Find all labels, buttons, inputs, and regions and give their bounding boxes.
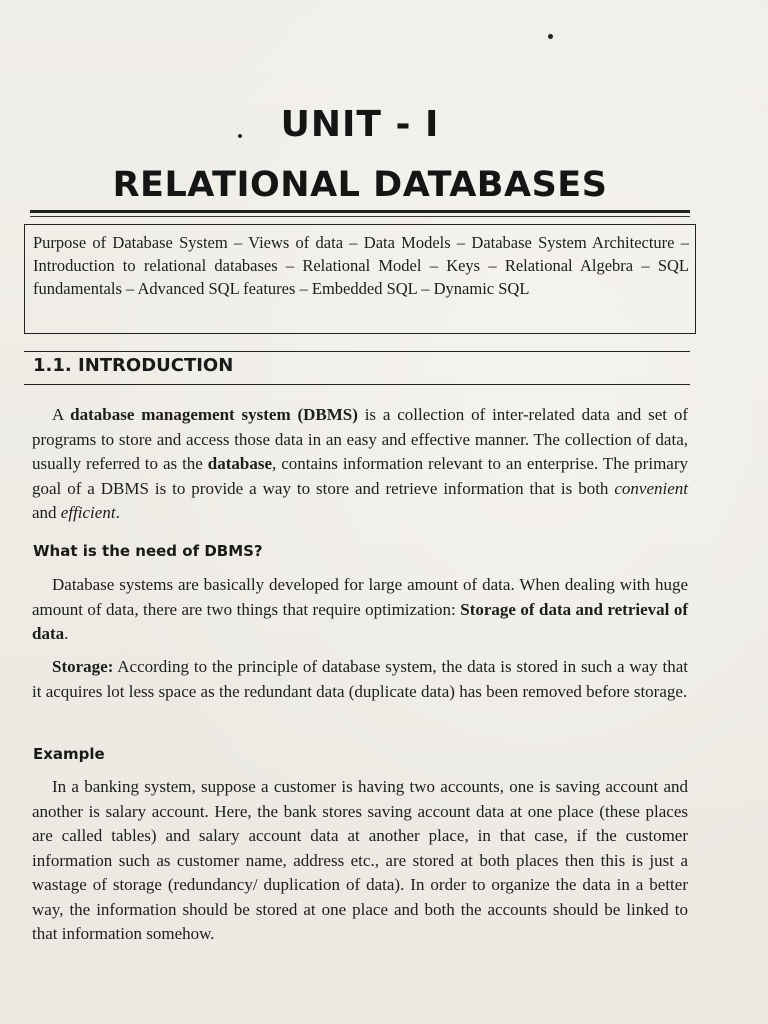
intro-term-dbms: database management system (DBMS) (70, 405, 358, 424)
ink-speck (548, 34, 553, 39)
intro-text: A (52, 405, 71, 424)
intro-term-convenient: convenient (614, 478, 688, 498)
syllabus-box (24, 224, 696, 334)
intro-text: , contains information relevant to an enterprise. The primary goal of a DBMS is to provide a way to store and retrieve information that is both (32, 454, 689, 498)
storage-text: According to the principle of database system, the data is stored in such a way that it acquires lot less space as the redundant data (duplicate data) has been removed before storage. (32, 657, 688, 701)
chapter-title: RELATIONAL DATABASES (112, 165, 608, 205)
example-text: In a banking system, suppose a customer is having two accounts, one is saving account and another is salary account. Here, the bank stores saving account data at one place (these places are called tables) and salary account data at another place, in that case, if the customer information such as customer name, address etc., are stored at both places then this is just a wastage of storage (redundancy/ duplication of data). In order to organize the data in a better way, the information should be stored at one place and both the accounts should be linked to that information somehow. (32, 777, 688, 943)
need-heading: What is the need of DBMS? (33, 542, 263, 560)
intro-term-database: database (207, 454, 273, 473)
storage-paragraph (32, 655, 688, 704)
intro-text: is a collection of inter-related data and set of programs to store and access those data in an easy and effective manner. The collection of data, usually referred to as the (32, 405, 688, 473)
intro-text: . (115, 503, 120, 522)
storage-label: Storage: (52, 657, 114, 676)
syllabus-text: Purpose of Database System – Views of data – Data Models – Database System Architecture – Introduction to relational databases – Relational Model – Keys – Relational Algebra – SQL fundamentals – Advanced SQL features – Embedded SQL – Dynamic SQL (33, 233, 689, 298)
intro-term-efficient: efficient (60, 503, 116, 522)
section-rule-top (24, 351, 690, 352)
need-text: . (64, 624, 69, 643)
need-term: Storage of data and retrieval of data (32, 599, 688, 643)
need-text: Database systems are basically developed for large amount of data. When dealing with huge amount of data, there are two things that require optimization: (32, 575, 688, 619)
section-heading: 1.1. INTRODUCTION (33, 355, 234, 376)
example-paragraph (32, 775, 688, 947)
intro-paragraph (32, 403, 688, 526)
title-rule (30, 210, 690, 213)
unit-title: UNIT - I (280, 104, 440, 145)
example-heading: Example (33, 745, 105, 763)
title-rule-thin (30, 216, 690, 217)
need-paragraph (32, 573, 688, 647)
intro-text: and (32, 503, 61, 522)
section-rule-bottom (24, 384, 690, 385)
